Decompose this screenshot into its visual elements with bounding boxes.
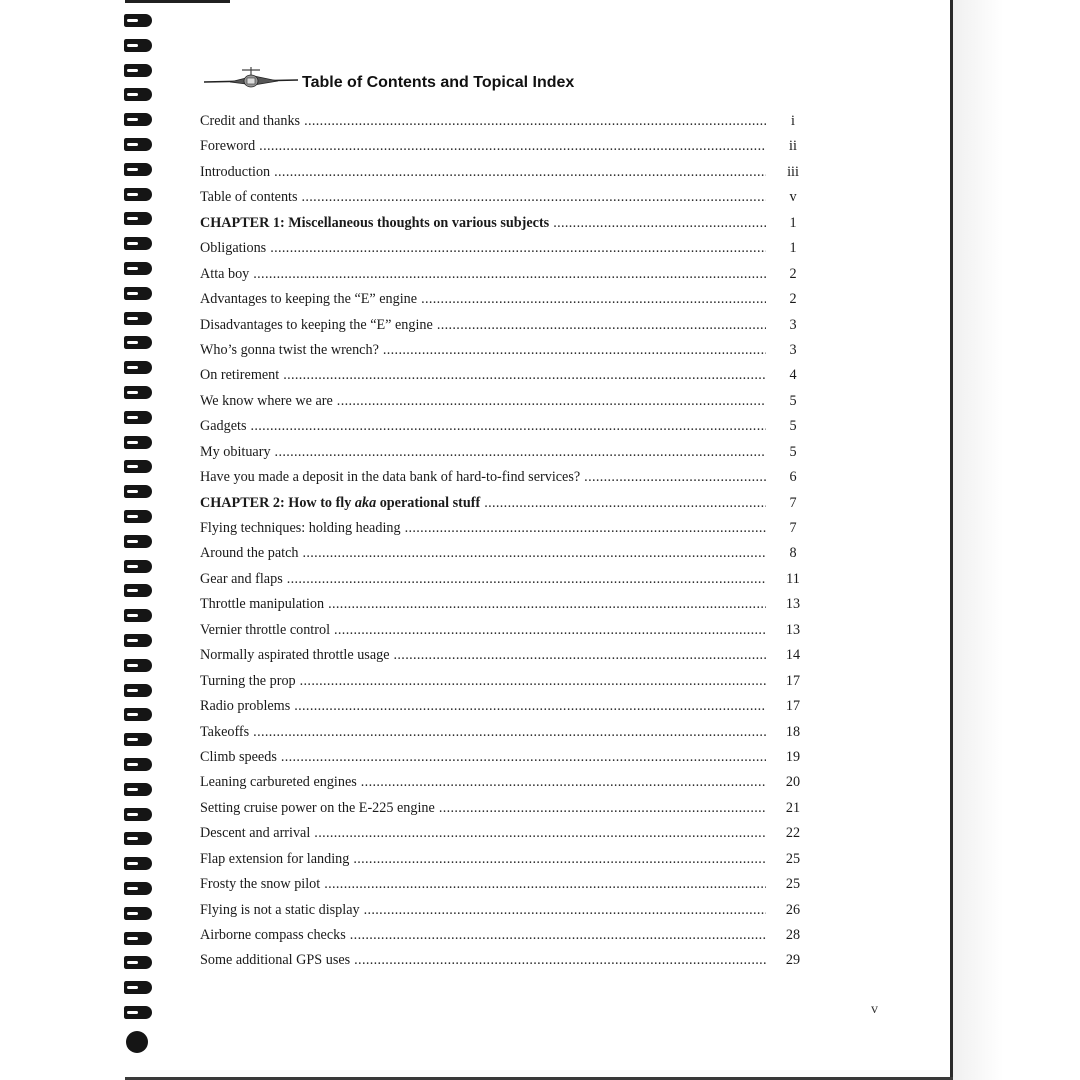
- entry-label: Airborne compass checks: [200, 927, 346, 943]
- toc-entry-row: [200, 136, 812, 161]
- toc-entry-row: [200, 543, 812, 568]
- spiral-coil: [124, 113, 152, 126]
- dot-leader: [383, 340, 766, 360]
- spiral-coil: [124, 783, 152, 796]
- chapter-heading: CHAPTER 2: How to fly aka operational stuff: [200, 494, 481, 511]
- spiral-coil: [124, 907, 152, 920]
- spiral-coil: [126, 1031, 148, 1053]
- toc-entry-row: [200, 620, 812, 645]
- dot-leader: [294, 696, 766, 716]
- spiral-coil: [124, 361, 152, 374]
- entry-page-number: 13: [785, 596, 801, 613]
- page-right-margin-shadow: [953, 0, 1080, 1080]
- entry-page-number: 26: [785, 901, 801, 918]
- entry-page-number: 17: [785, 698, 801, 715]
- toc-entry-row: [200, 594, 812, 619]
- dot-leader: [353, 849, 766, 869]
- spiral-coil: [124, 212, 152, 225]
- spiral-coil: [124, 64, 152, 77]
- toc-entry-row: [200, 823, 812, 848]
- dot-leader: [253, 722, 766, 742]
- toc-entry-row: [200, 264, 812, 289]
- entry-label: Credit and thanks: [200, 113, 301, 129]
- dot-leader: [324, 874, 766, 894]
- dot-leader: [281, 747, 766, 767]
- entry-label: Foreword: [200, 138, 256, 155]
- toc-header: [202, 62, 802, 98]
- spiral-binding: [120, 0, 158, 1080]
- dot-leader: [350, 925, 766, 945]
- spiral-coil: [124, 287, 152, 300]
- entry-label: We know where we are: [200, 392, 333, 409]
- toc-entry-row: [200, 238, 812, 263]
- toc-entry-row: [200, 772, 812, 797]
- dot-leader: [302, 187, 767, 207]
- entry-page-number: 18: [785, 723, 801, 740]
- dot-leader: [484, 493, 766, 513]
- spiral-coil: [124, 535, 152, 548]
- dot-leader: [553, 213, 766, 233]
- entry-label: Disadvantages to keeping the “E” engine: [200, 316, 433, 333]
- toc-entry-row: [200, 365, 812, 390]
- entry-page-number: 2: [789, 291, 797, 308]
- toc-entry-row: [200, 696, 812, 721]
- spiral-coil: [124, 832, 152, 845]
- spiral-coil: [124, 857, 152, 870]
- entry-page-number: 3: [789, 341, 797, 358]
- entry-page-number: 4: [789, 367, 797, 384]
- entry-page-number: 1: [789, 214, 797, 231]
- dot-leader: [253, 264, 766, 284]
- dot-leader: [274, 162, 766, 182]
- spiral-coil: [124, 634, 152, 647]
- entry-page-number: i: [791, 113, 795, 129]
- toc-entry-row: [200, 391, 812, 416]
- toc-entry-row: [200, 442, 812, 467]
- entry-label: Turning the prop: [200, 672, 296, 689]
- spiral-coil: [124, 609, 152, 622]
- toc-entry-row: [200, 798, 812, 823]
- spiral-coil: [124, 386, 152, 399]
- spiral-coil: [124, 312, 152, 325]
- dot-leader: [405, 518, 766, 538]
- dot-leader: [337, 391, 766, 411]
- entry-label: Flying is not a static display: [200, 901, 360, 918]
- dot-leader: [287, 569, 766, 589]
- entry-label: Table of contents: [200, 189, 298, 206]
- entry-page-number: 29: [785, 952, 801, 969]
- dot-leader: [439, 798, 766, 818]
- dot-leader: [394, 645, 766, 665]
- entry-label: Introduction: [200, 163, 271, 180]
- toc-entry-row: [200, 645, 812, 670]
- entry-page-number: 2: [789, 265, 797, 282]
- chapter-heading: CHAPTER 1: Miscellaneous thoughts on various subjects: [200, 214, 550, 231]
- entry-page-number: iii: [787, 163, 799, 180]
- entry-page-number: 19: [785, 748, 801, 765]
- spiral-coil: [124, 262, 152, 275]
- spiral-coil: [124, 138, 152, 151]
- dot-leader: [275, 442, 766, 462]
- spiral-coil: [124, 39, 152, 52]
- spiral-coil: [124, 981, 152, 994]
- entry-label: Gear and flaps: [200, 570, 283, 587]
- dot-leader: [259, 136, 766, 156]
- dot-leader: [304, 111, 766, 131]
- dot-leader: [314, 823, 766, 843]
- entry-page-number: ii: [789, 138, 797, 155]
- spiral-coil: [124, 460, 152, 473]
- entry-page-number: 25: [785, 850, 801, 867]
- entry-page-number: 5: [789, 418, 797, 435]
- toc-entry-row: [200, 671, 812, 696]
- spiral-coil: [124, 436, 152, 449]
- dot-leader: [361, 772, 766, 792]
- toc-entry-row: [200, 162, 812, 187]
- entry-label: My obituary: [200, 443, 271, 460]
- entry-page-number: 28: [785, 927, 801, 943]
- toc-list: [200, 111, 812, 976]
- toc-entry-row: [200, 340, 812, 365]
- entry-label: Leaning carbureted engines: [200, 774, 357, 791]
- entry-page-number: 3: [789, 316, 797, 333]
- toc-entry-row: [200, 467, 812, 492]
- spiral-coil: [124, 88, 152, 101]
- dot-leader: [283, 365, 766, 385]
- toc-entry-row: [200, 315, 812, 340]
- entry-label: Radio problems: [200, 698, 291, 715]
- spiral-coil: [124, 733, 152, 746]
- dot-leader: [421, 289, 766, 309]
- entry-label: Takeoffs: [200, 723, 250, 740]
- entry-label: Flap extension for landing: [200, 850, 350, 867]
- entry-label: Obligations: [200, 240, 267, 257]
- toc-entry-row: [200, 747, 812, 772]
- spiral-coil: [124, 510, 152, 523]
- spiral-coil: [124, 882, 152, 895]
- entry-label: Climb speeds: [200, 748, 277, 765]
- spiral-coil: [124, 956, 152, 969]
- entry-label: Flying techniques: holding heading: [200, 520, 401, 536]
- dot-leader: [303, 543, 767, 563]
- entry-label: Gadgets: [200, 418, 247, 435]
- entry-page-number: v: [789, 189, 797, 206]
- entry-label: Throttle manipulation: [200, 596, 325, 613]
- toc-entry-row: [200, 925, 812, 950]
- entry-page-number: 5: [789, 443, 797, 460]
- spiral-coil: [124, 411, 152, 424]
- toc-entry-row: [200, 569, 812, 594]
- dot-leader: [270, 238, 766, 258]
- dot-leader: [437, 315, 766, 335]
- toc-entry-row: [200, 416, 812, 441]
- dot-leader: [364, 900, 766, 920]
- entry-label: Who’s gonna twist the wrench?: [200, 341, 379, 358]
- entry-page-number: 22: [785, 825, 801, 842]
- entry-label: Descent and arrival: [200, 825, 311, 842]
- spiral-coil: [124, 758, 152, 771]
- entry-label: Some additional GPS uses: [200, 952, 351, 969]
- toc-entry-row: [200, 518, 812, 543]
- spiral-coil: [124, 808, 152, 821]
- entry-page-number: 13: [785, 621, 801, 638]
- entry-label: Around the patch: [200, 545, 299, 562]
- spiral-coil: [124, 336, 152, 349]
- entry-page-number: 21: [785, 799, 801, 816]
- dot-leader: [328, 594, 766, 614]
- dot-leader: [354, 950, 766, 970]
- toc-entry-row: [200, 950, 812, 975]
- toc-entry-row: [200, 289, 812, 314]
- entry-label: Frosty the snow pilot: [200, 876, 321, 893]
- entry-label: On retirement: [200, 367, 280, 384]
- spiral-coil: [124, 237, 152, 250]
- dot-leader: [334, 620, 766, 640]
- airplane-logo-icon: [202, 62, 302, 98]
- toc-entry-row: [200, 874, 812, 899]
- entry-page-number: 14: [785, 647, 801, 664]
- dot-leader: [584, 467, 766, 487]
- entry-page-number: 8: [789, 545, 797, 562]
- toc-entry-row: [200, 111, 812, 136]
- entry-label: Have you made a deposit in the data bank of hard-to-find services?: [200, 469, 581, 486]
- footer-page-number: v: [871, 1002, 878, 1017]
- toc-title: Table of Contents and Topical Index: [302, 74, 575, 91]
- entry-page-number: 5: [789, 392, 797, 409]
- dot-leader: [251, 416, 767, 436]
- spiral-coil: [124, 163, 152, 176]
- spiral-coil: [124, 708, 152, 721]
- page-right-edge: [950, 0, 953, 1080]
- spiral-coil: [124, 684, 152, 697]
- spiral-coil: [124, 1006, 152, 1019]
- toc-entry-row: [200, 187, 812, 212]
- toc-chapter-row: [200, 493, 812, 518]
- toc-entry-row: [200, 722, 812, 747]
- entry-page-number: 11: [786, 570, 800, 587]
- dot-leader: [300, 671, 766, 691]
- entry-page-number: 20: [785, 774, 801, 791]
- spiral-coil: [124, 188, 152, 201]
- spiral-coil: [124, 659, 152, 672]
- entry-page-number: 7: [789, 494, 797, 511]
- entry-label: Normally aspirated throttle usage: [200, 647, 390, 664]
- spiral-coil: [124, 584, 152, 597]
- toc-chapter-row: [200, 213, 812, 238]
- entry-label: Atta boy: [200, 265, 250, 282]
- entry-page-number: 6: [789, 469, 797, 486]
- toc-entry-row: [200, 900, 812, 925]
- entry-page-number: 17: [785, 672, 801, 689]
- spiral-coil: [124, 560, 152, 573]
- spiral-coil: [124, 485, 152, 498]
- entry-page-number: 7: [789, 520, 797, 536]
- entry-page-number: 1: [789, 240, 797, 257]
- entry-label: Advantages to keeping the “E” engine: [200, 291, 418, 308]
- entry-page-number: 25: [785, 876, 801, 893]
- spiral-coil: [124, 932, 152, 945]
- entry-label: Vernier throttle control: [200, 621, 331, 638]
- toc-entry-row: [200, 849, 812, 874]
- spiral-coil: [124, 14, 152, 27]
- entry-label: Setting cruise power on the E-225 engine: [200, 799, 435, 816]
